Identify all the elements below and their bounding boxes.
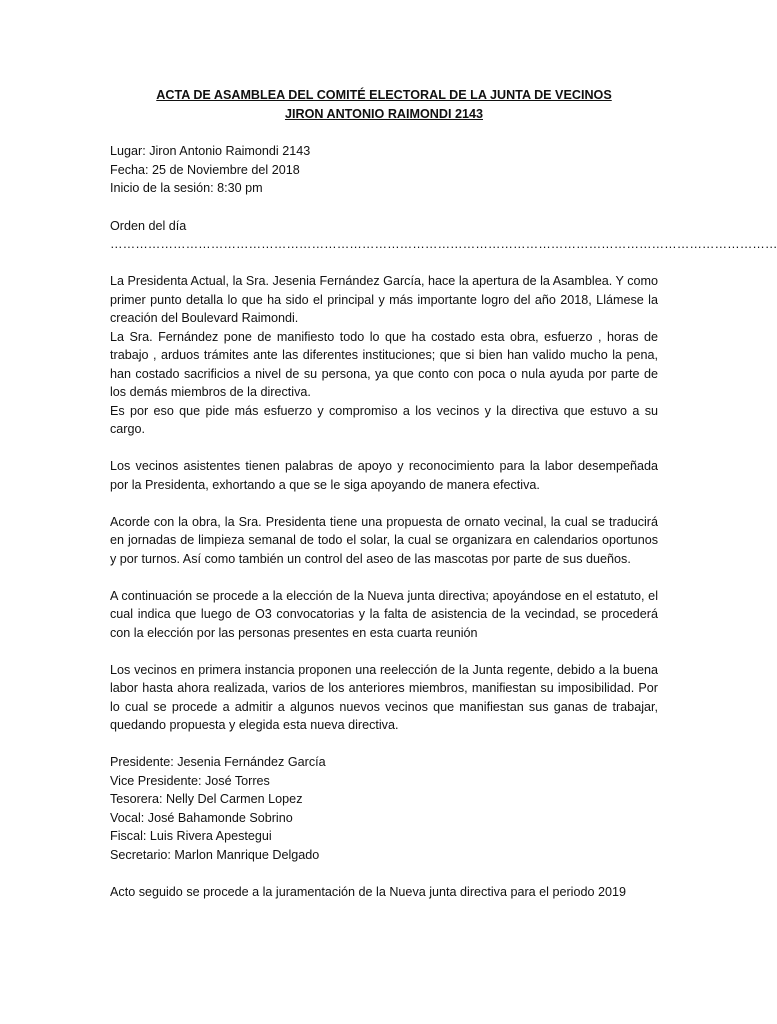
board-member: Fiscal: Luis Rivera Apestegui: [110, 829, 272, 843]
board-member: Vocal: José Bahamonde Sobrino: [110, 810, 293, 825]
paragraph: La Sra. Fernández pone de manifiesto todo lo que ha costado esta obra, esfuerzo , horas de trabajo , arduos trámites ante las diferentes instituciones; que si bien han valido mucho la pena, han costado sacrificios a nivel de su persona, ya que conto con poca o nula ayuda por parte de los demás miembros de la directiva.: [110, 329, 658, 399]
paragraph: Los vecinos en primera instancia proponen una reelección de la Junta regente, debido a la buena labor hasta ahora realizada, varios de los anteriores miembros, manifiestan su imposibilidad. Por lo cual se procede a admitir a algunos nuevos vecinos que manifiestan sus ganas de trabajar, quedando propuesta y elegida esta nueva directiva.: [110, 662, 658, 732]
paragraph: A continuación se procede a la elección de la Nueva junta directiva; apoyándose en el estatuto, el cual indica que luego de O3 convocatorias y la falta de asistencia de la vecindad, se procederá con la elección por las personas presentes en esta cuarta reunión: [110, 588, 658, 640]
board-member: Tesorera: Nelly Del Carmen Lopez: [110, 792, 303, 806]
board-member: Secretario: Marlon Manrique Delgado: [110, 847, 320, 862]
document-title-line-1: ACTA DE ASAMBLEA DEL COMITÉ ELECTORAL DE LA JUNTA DE VECINOS: [156, 88, 612, 102]
paragraph: Es por eso que pide más esfuerzo y compromiso a los vecinos y la directiva que estuvo a su cargo.: [110, 403, 658, 436]
paragraph: La Presidenta Actual, la Sra. Jesenia Fernández García, hace la apertura de la Asamblea. Y como primer punto detalla lo que ha sido el principal y más importante logro del año 2018, Llámese la creación del Boulevard Raimondi.: [110, 274, 658, 325]
paragraph: Los vecinos asistentes tienen palabras de apoyo y reconocimiento para la labor desempeñada por la Presidenta, exhortando a que se le siga apoyando de manera efectiva.: [110, 459, 658, 492]
paragraph: Acorde con la obra, la Sra. Presidenta tiene una propuesta de ornato vecinal, la cual se traducirá en jornadas de limpieza semanal de todo el solar, la cual se organizara en calendarios oportunos y por turnos. Así como también un control del aseo de las mascotas por parte de sus dueños.: [110, 514, 658, 566]
board-member: Vice Presidente: José Torres: [110, 773, 270, 788]
agenda-section: [110, 217, 777, 254]
dotted-separator: ……………………………………………………………………………………………………………………………………………: [110, 237, 777, 251]
paragraph-group-opening: [110, 272, 658, 439]
session-start-time: Inicio de la sesión: 8:30 pm: [110, 181, 263, 195]
document-title-line-2: JIRON ANTONIO RAIMONDI 2143: [284, 106, 484, 121]
session-date: Fecha: 25 de Noviembre del 2018: [110, 162, 300, 177]
session-info: [110, 142, 658, 198]
board-members-list: [110, 753, 658, 864]
document-body: [110, 86, 777, 901]
session-place: Lugar: Jiron Antonio Raimondi 2143: [110, 144, 311, 158]
closing-statement: Acto seguido se procede a la juramentación de la Nueva junta directiva para el periodo 2019: [110, 884, 626, 899]
agenda-heading: Orden del día: [110, 218, 187, 233]
board-member: Presidente: Jesenia Fernández García: [110, 755, 326, 769]
